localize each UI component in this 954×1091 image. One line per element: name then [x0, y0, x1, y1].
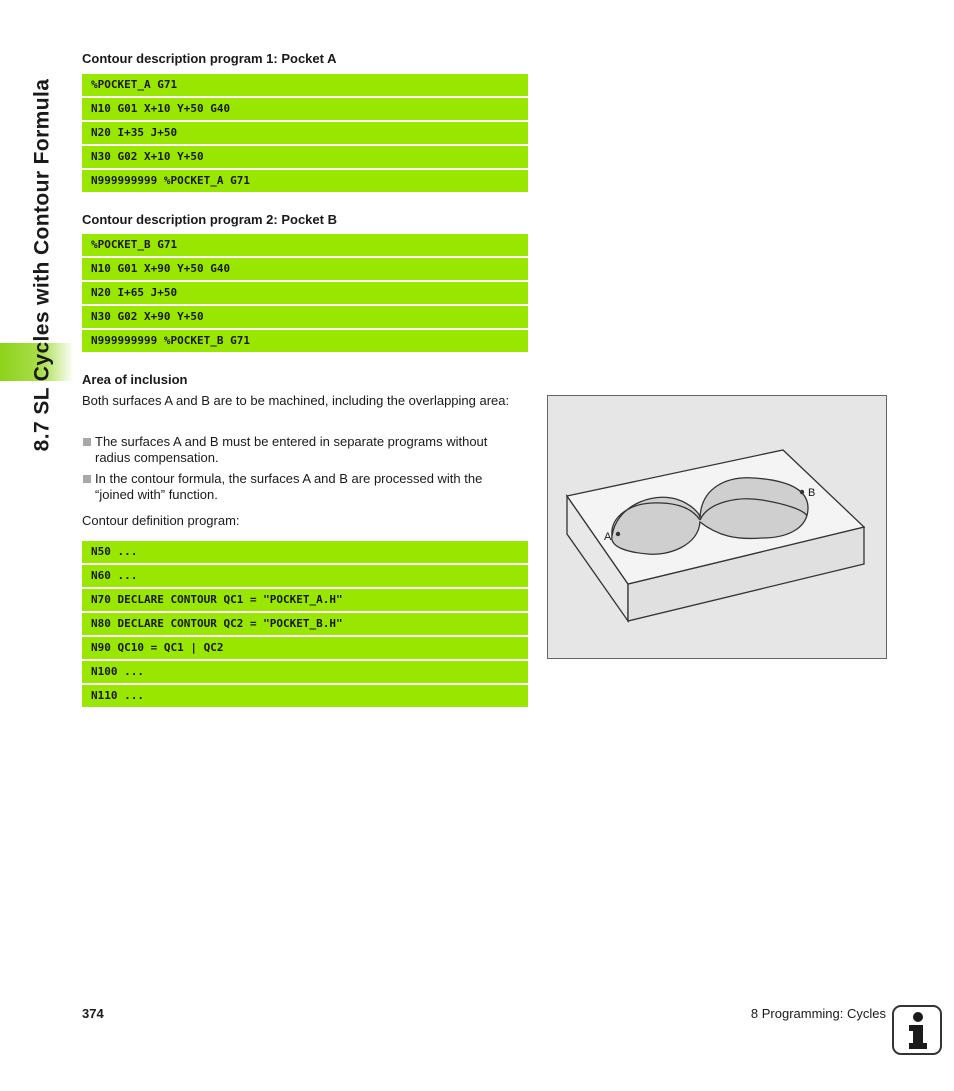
marker-a — [616, 532, 620, 536]
bullet-item — [82, 471, 528, 503]
marker-b — [800, 490, 804, 494]
code-line: N999999999 %POCKET_B G71 — [82, 330, 528, 352]
info-glyph — [894, 1007, 940, 1053]
code-line: N100 ... — [82, 661, 528, 683]
code-line: N30 G02 X+90 Y+50 — [82, 306, 528, 328]
code-line: N70 DECLARE CONTOUR QC1 = "POCKET_A.H" — [82, 589, 528, 611]
page-number: 374 — [82, 1006, 104, 1021]
bullet-item — [82, 434, 528, 466]
code-line: N10 G01 X+90 Y+50 G40 — [82, 258, 528, 280]
label-b: B — [808, 487, 816, 499]
code-line: N10 G01 X+10 Y+50 G40 — [82, 98, 528, 120]
workpiece-drawing — [548, 396, 888, 660]
code-line: N30 G02 X+10 Y+50 — [82, 146, 528, 168]
code-line: N110 ... — [82, 685, 528, 707]
area-of-inclusion-heading: Area of inclusion — [82, 372, 188, 387]
code-line: N90 QC10 = QC1 | QC2 — [82, 637, 528, 659]
contour-definition-label: Contour definition program: — [82, 513, 240, 528]
bullet-text: The surfaces A and B must be entered in separate programs without radius compensation. — [95, 434, 488, 465]
code-line: %POCKET_A G71 — [82, 74, 528, 96]
contour-definition-code — [82, 541, 528, 709]
chapter-footer: 8 Programming: Cycles — [750, 1006, 886, 1021]
code-line: %POCKET_B G71 — [82, 234, 528, 256]
code-line: N20 I+65 J+50 — [82, 282, 528, 304]
bullet-text: In the contour formula, the surfaces A and B are processed with the “joined with” function. — [95, 471, 483, 502]
code-line: N999999999 %POCKET_A G71 — [82, 170, 528, 192]
code-line: N50 ... — [82, 541, 528, 563]
chapter-side-title — [0, 40, 84, 490]
code-line: N60 ... — [82, 565, 528, 587]
pocket-union-illustration — [547, 395, 887, 659]
bullet-square-icon — [83, 438, 91, 446]
pocket-a-code — [82, 74, 528, 194]
pocket-b-heading: Contour description program 2: Pocket B — [82, 212, 337, 227]
chapter-title-text: 8.7 SL Cycles with Contour Formula — [30, 78, 53, 452]
pocket-a-heading: Contour description program 1: Pocket A — [82, 51, 337, 66]
code-line: N80 DECLARE CONTOUR QC2 = "POCKET_B.H" — [82, 613, 528, 635]
pocket-b-code — [82, 234, 528, 354]
code-line: N20 I+35 J+50 — [82, 122, 528, 144]
info-icon — [892, 1005, 942, 1055]
label-a: A — [604, 531, 612, 543]
area-intro-paragraph: Both surfaces A and B are to be machined, including the overlapping area: — [82, 393, 510, 408]
bullet-square-icon — [83, 475, 91, 483]
